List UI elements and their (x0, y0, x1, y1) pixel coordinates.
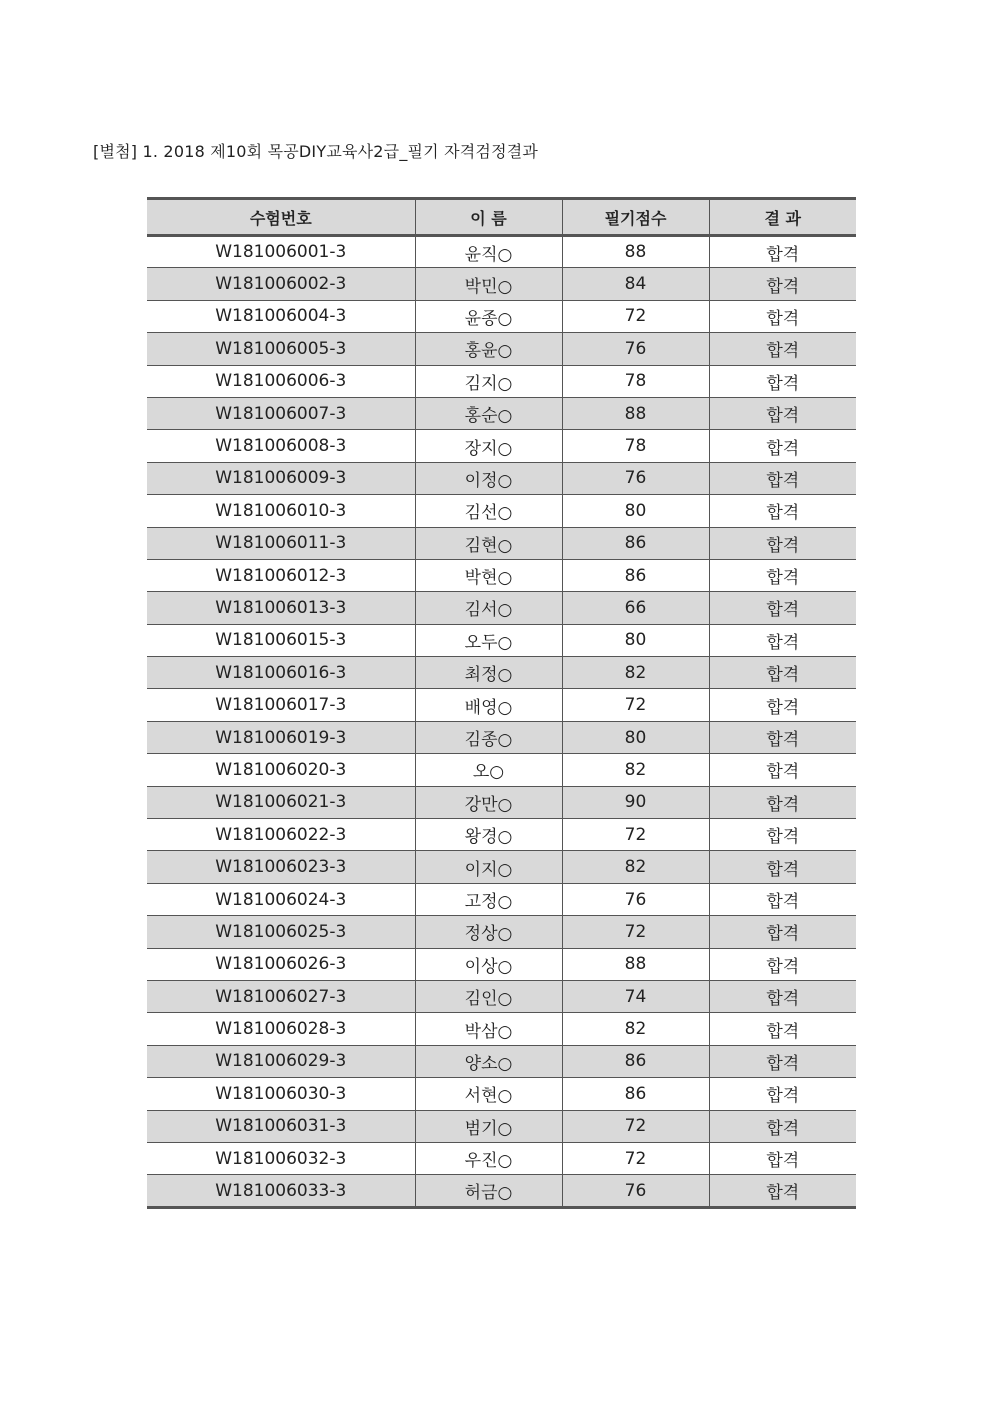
name-cell: 이지○ (415, 851, 562, 883)
name-cell: 장지○ (415, 430, 562, 462)
exam-number-cell: W181006033-3 (147, 1175, 415, 1207)
table-row (147, 819, 856, 851)
result-cell: 합격 (709, 495, 856, 527)
table-row (147, 851, 856, 883)
score-cell: 78 (562, 430, 709, 462)
name-cell: 최정○ (415, 657, 562, 689)
name-cell: 강만○ (415, 786, 562, 818)
name-cell: 오두○ (415, 624, 562, 656)
exam-number-cell: W181006020-3 (147, 754, 415, 786)
score-cell: 72 (562, 1110, 709, 1142)
exam-number-cell: W181006009-3 (147, 462, 415, 494)
name-cell: 김지○ (415, 365, 562, 397)
result-cell: 합격 (709, 300, 856, 332)
name-cell: 이상○ (415, 948, 562, 980)
exam-number-cell: W181006021-3 (147, 786, 415, 818)
result-cell: 합격 (709, 689, 856, 721)
exam-number-cell: W181006013-3 (147, 592, 415, 624)
name-cell: 고정○ (415, 883, 562, 915)
exam-number-cell: W181006023-3 (147, 851, 415, 883)
result-cell: 합격 (709, 430, 856, 462)
header-exam-number: 수험번호 (147, 199, 415, 236)
table-row (147, 430, 856, 462)
table-row (147, 1142, 856, 1174)
exam-number-cell: W181006012-3 (147, 559, 415, 591)
name-cell: 서현○ (415, 1078, 562, 1110)
exam-number-cell: W181006005-3 (147, 333, 415, 365)
score-cell: 76 (562, 333, 709, 365)
table-row (147, 527, 856, 559)
exam-number-cell: W181006007-3 (147, 397, 415, 429)
score-cell: 84 (562, 268, 709, 300)
table-header-row (147, 199, 856, 236)
exam-number-cell: W181006011-3 (147, 527, 415, 559)
table-row (147, 689, 856, 721)
exam-number-cell: W181006002-3 (147, 268, 415, 300)
exam-number-cell: W181006006-3 (147, 365, 415, 397)
result-cell: 합격 (709, 721, 856, 753)
name-cell: 양소○ (415, 1045, 562, 1077)
table-row (147, 624, 856, 656)
score-cell: 86 (562, 1078, 709, 1110)
result-cell: 합격 (709, 1110, 856, 1142)
score-cell: 88 (562, 236, 709, 268)
result-cell: 합격 (709, 268, 856, 300)
exam-number-cell: W181006030-3 (147, 1078, 415, 1110)
name-cell: 정상○ (415, 916, 562, 948)
table-row (147, 300, 856, 332)
name-cell: 김현○ (415, 527, 562, 559)
score-cell: 86 (562, 559, 709, 591)
table-row (147, 592, 856, 624)
table-row (147, 786, 856, 818)
header-result: 결 과 (709, 199, 856, 236)
score-cell: 80 (562, 624, 709, 656)
exam-number-cell: W181006019-3 (147, 721, 415, 753)
score-cell: 78 (562, 365, 709, 397)
result-cell: 합격 (709, 462, 856, 494)
name-cell: 박민○ (415, 268, 562, 300)
result-cell: 합격 (709, 657, 856, 689)
table-row (147, 236, 856, 268)
exam-number-cell: W181006025-3 (147, 916, 415, 948)
result-cell: 합격 (709, 365, 856, 397)
result-cell: 합격 (709, 397, 856, 429)
exam-number-cell: W181006027-3 (147, 980, 415, 1012)
score-cell: 72 (562, 819, 709, 851)
result-cell: 합격 (709, 1045, 856, 1077)
name-cell: 김인○ (415, 980, 562, 1012)
result-cell: 합격 (709, 1078, 856, 1110)
score-cell: 82 (562, 1013, 709, 1045)
table-row (147, 980, 856, 1012)
name-cell: 범기○ (415, 1110, 562, 1142)
name-cell: 왕경○ (415, 819, 562, 851)
exam-number-cell: W181006026-3 (147, 948, 415, 980)
score-cell: 80 (562, 495, 709, 527)
result-cell: 합격 (709, 559, 856, 591)
name-cell: 허금○ (415, 1175, 562, 1207)
table-row (147, 462, 856, 494)
table-row (147, 657, 856, 689)
score-cell: 76 (562, 462, 709, 494)
result-cell: 합격 (709, 1142, 856, 1174)
table-row (147, 268, 856, 300)
table-row (147, 365, 856, 397)
table-row (147, 754, 856, 786)
exam-number-cell: W181006017-3 (147, 689, 415, 721)
score-cell: 76 (562, 1175, 709, 1207)
results-table (147, 197, 856, 1209)
table-row (147, 1078, 856, 1110)
result-cell: 합격 (709, 1175, 856, 1207)
result-cell: 합격 (709, 754, 856, 786)
result-cell: 합격 (709, 948, 856, 980)
table-row (147, 559, 856, 591)
table-row (147, 495, 856, 527)
table-row (147, 1013, 856, 1045)
results-body (147, 236, 856, 1208)
name-cell: 박현○ (415, 559, 562, 591)
score-cell: 82 (562, 657, 709, 689)
name-cell: 오○ (415, 754, 562, 786)
name-cell: 김종○ (415, 721, 562, 753)
name-cell: 김서○ (415, 592, 562, 624)
result-cell: 합격 (709, 883, 856, 915)
exam-number-cell: W181006008-3 (147, 430, 415, 462)
exam-number-cell: W181006010-3 (147, 495, 415, 527)
result-cell: 합격 (709, 851, 856, 883)
exam-number-cell: W181006029-3 (147, 1045, 415, 1077)
exam-number-cell: W181006004-3 (147, 300, 415, 332)
name-cell: 박삼○ (415, 1013, 562, 1045)
result-cell: 합격 (709, 1013, 856, 1045)
score-cell: 86 (562, 527, 709, 559)
score-cell: 88 (562, 948, 709, 980)
score-cell: 80 (562, 721, 709, 753)
table-row (147, 721, 856, 753)
score-cell: 82 (562, 754, 709, 786)
name-cell: 홍순○ (415, 397, 562, 429)
exam-number-cell: W181006032-3 (147, 1142, 415, 1174)
exam-number-cell: W181006016-3 (147, 657, 415, 689)
exam-number-cell: W181006015-3 (147, 624, 415, 656)
name-cell: 윤종○ (415, 300, 562, 332)
table-row (147, 333, 856, 365)
score-cell: 72 (562, 1142, 709, 1174)
name-cell: 배영○ (415, 689, 562, 721)
name-cell: 우진○ (415, 1142, 562, 1174)
name-cell: 홍윤○ (415, 333, 562, 365)
exam-number-cell: W181006028-3 (147, 1013, 415, 1045)
score-cell: 66 (562, 592, 709, 624)
page-title: [별첨] 1. 2018 제10회 목공DIY교육사2급_필기 자격검정결과 (93, 142, 539, 161)
score-cell: 72 (562, 916, 709, 948)
table-row (147, 1175, 856, 1207)
name-cell: 이정○ (415, 462, 562, 494)
result-cell: 합격 (709, 980, 856, 1012)
result-cell: 합격 (709, 819, 856, 851)
result-cell: 합격 (709, 786, 856, 818)
result-cell: 합격 (709, 527, 856, 559)
score-cell: 88 (562, 397, 709, 429)
score-cell: 82 (562, 851, 709, 883)
name-cell: 윤직○ (415, 236, 562, 268)
table-row (147, 948, 856, 980)
name-cell: 김선○ (415, 495, 562, 527)
exam-number-cell: W181006024-3 (147, 883, 415, 915)
score-cell: 76 (562, 883, 709, 915)
result-cell: 합격 (709, 624, 856, 656)
header-written-score: 필기점수 (562, 199, 709, 236)
score-cell: 72 (562, 300, 709, 332)
result-cell: 합격 (709, 236, 856, 268)
exam-number-cell: W181006031-3 (147, 1110, 415, 1142)
table-row (147, 1045, 856, 1077)
table-row (147, 883, 856, 915)
table-row (147, 397, 856, 429)
score-cell: 74 (562, 980, 709, 1012)
result-cell: 합격 (709, 916, 856, 948)
exam-number-cell: W181006022-3 (147, 819, 415, 851)
table-row (147, 1110, 856, 1142)
result-cell: 합격 (709, 333, 856, 365)
score-cell: 86 (562, 1045, 709, 1077)
table-row (147, 916, 856, 948)
result-cell: 합격 (709, 592, 856, 624)
score-cell: 72 (562, 689, 709, 721)
exam-number-cell: W181006001-3 (147, 236, 415, 268)
header-name: 이 름 (415, 199, 562, 236)
score-cell: 90 (562, 786, 709, 818)
